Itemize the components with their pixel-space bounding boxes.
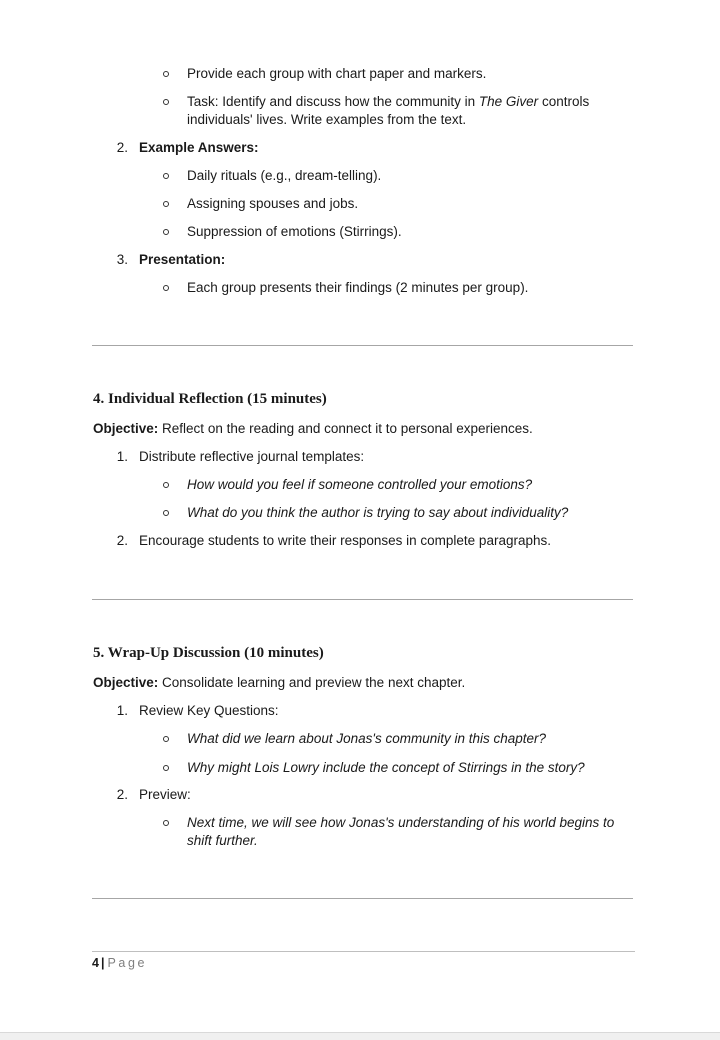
preview-text-continuation: shift further. — [187, 833, 258, 848]
bullet-text: Assigning spouses and jobs. — [187, 196, 359, 211]
objective-label: Objective: — [93, 675, 159, 690]
bullet-text — [187, 93, 589, 110]
section-heading: 5. Wrap-Up Discussion (10 minutes) — [93, 645, 324, 661]
list-item-heading: Example Answers: — [139, 140, 259, 155]
bullet-icon — [163, 99, 169, 105]
footer-separator: | — [100, 956, 105, 970]
bullet-text: Suppression of emotions (Stirrings). — [187, 224, 402, 239]
list-number: 1. — [116, 703, 128, 718]
footer-divider — [92, 951, 635, 952]
bullet-icon — [163, 482, 169, 488]
preview-text: Next time, we will see how Jonas's understanding of his world begins to — [187, 815, 615, 830]
bullet-icon — [163, 510, 169, 516]
bullet-icon — [163, 173, 169, 179]
bullet-icon — [163, 201, 169, 207]
objective-text: Reflect on the reading and connect it to personal experiences. — [162, 421, 533, 436]
objective-line — [93, 420, 533, 437]
list-item-heading: Presentation: — [139, 252, 226, 267]
question-text: How would you feel if someone controlled your emotions? — [187, 477, 533, 492]
list-number: 1. — [116, 449, 128, 464]
list-number: 2. — [116, 140, 128, 155]
section-divider — [92, 599, 633, 600]
list-item-text: Distribute reflective journal templates: — [139, 449, 365, 464]
bullet-icon — [163, 285, 169, 291]
bullet-text-continuation: individuals' lives. Write examples from the text. — [187, 112, 467, 127]
question-text: What do you think the author is trying to say about individuality? — [187, 505, 569, 520]
book-title: The Giver — [478, 94, 539, 109]
page-label: Page — [107, 956, 148, 970]
bullet-icon — [163, 765, 169, 771]
page-footer — [92, 955, 147, 971]
section-divider — [92, 345, 633, 346]
bullet-text: Daily rituals (e.g., dream-telling). — [187, 168, 382, 183]
question-text: What did we learn about Jonas's community in this chapter? — [187, 731, 547, 746]
list-number: 3. — [116, 252, 128, 267]
viewer-bottom-edge — [0, 1032, 720, 1040]
list-number: 2. — [116, 787, 128, 802]
bullet-text: Each group presents their findings (2 minutes per group). — [187, 280, 529, 295]
question-text: Why might Lois Lowry include the concept of Stirrings in the story? — [187, 760, 585, 775]
section-heading: 4. Individual Reflection (15 minutes) — [93, 391, 327, 407]
objective-text: Consolidate learning and preview the next chapter. — [162, 675, 466, 690]
list-item-text: Encourage students to write their responses in complete paragraphs. — [139, 533, 551, 548]
bullet-text: Provide each group with chart paper and markers. — [187, 66, 487, 81]
list-item-text: Review Key Questions: — [139, 703, 279, 718]
bullet-text-part: Task: Identify and discuss how the community in — [187, 94, 476, 109]
list-number: 2. — [116, 533, 128, 548]
section-divider — [92, 898, 633, 899]
list-item-text: Preview: — [139, 787, 191, 802]
bullet-icon — [163, 71, 169, 77]
bullet-icon — [163, 736, 169, 742]
bullet-icon — [163, 820, 169, 826]
bullet-text-part: controls — [541, 94, 590, 109]
objective-label: Objective: — [93, 421, 159, 436]
page-number: 4 — [92, 956, 99, 970]
bullet-icon — [163, 229, 169, 235]
objective-line — [93, 674, 465, 691]
